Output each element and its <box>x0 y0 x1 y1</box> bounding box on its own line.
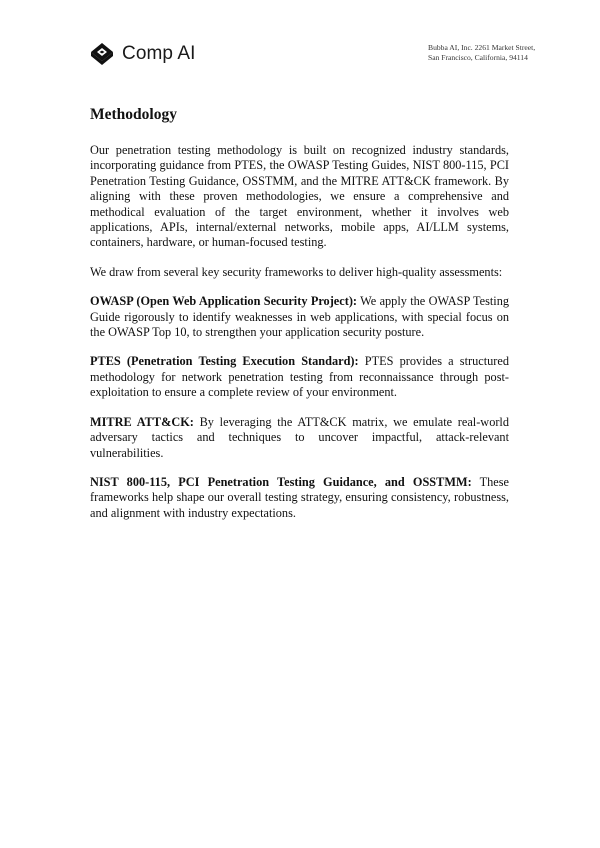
framework-name: NIST 800-115, PCI Penetration Testing Guidance, and OSSTMM: <box>90 474 472 489</box>
framework-owasp <box>90 294 509 340</box>
framework-name: PTES (Penetration Testing Execution Standard): <box>90 354 359 369</box>
framework-description: These frameworks help shape our overall testing strategy, ensuring consistency, robustness, and alignment with industry expectations. <box>90 474 510 520</box>
framework-name: MITRE ATT&CK: <box>90 414 194 429</box>
section-title: Methodology <box>90 106 177 123</box>
document-body <box>90 106 509 535</box>
address-line-2: San Francisco, California, 94114 <box>428 53 528 62</box>
framework-description: By leveraging the ATT&CK matrix, we emulate real-world adversary tactics and techniques to uncover impactful, attack-relevant vulnerabilities. <box>90 414 509 460</box>
framework-mitre <box>90 415 509 461</box>
logo-text: Comp AI <box>122 43 196 64</box>
framework-nist <box>90 475 509 521</box>
company-address <box>428 43 535 63</box>
framework-description: We apply the OWASP Testing Guide rigorously to identify weaknesses in web applications, with special focus on the OWASP Top 10, to strengthen your application security posture. <box>90 294 509 340</box>
framework-name: OWASP (Open Web Application Security Project): <box>90 294 358 309</box>
lead-paragraph: We draw from several key security frameworks to deliver high-quality assessments: <box>90 264 503 279</box>
comp-ai-logo-icon <box>89 41 115 67</box>
company-logo <box>89 41 196 67</box>
intro-paragraph: Our penetration testing methodology is built on recognized industry standards, incorporating guidance from PTES, the OWASP Testing Guides, NIST 800-115, PCI Penetration Testing Guidance, OSSTMM, and the MITRE ATT&CK framework. By aligning with these proven methodologies, we ensure a comprehensive and methodical evaluation of the target environment, whether it involves web applications, APIs, internal/external networks, mobile apps, AI/LLM systems, containers, hardware, or human-focused testing. <box>90 143 509 250</box>
address-line-1: Bubba AI, Inc. 2261 Market Street, <box>428 43 536 52</box>
framework-ptes <box>90 354 509 400</box>
framework-description: PTES provides a structured methodology for network penetration testing from reconnaissance through post-exploitation to ensure a complete review of your environment. <box>90 354 509 400</box>
